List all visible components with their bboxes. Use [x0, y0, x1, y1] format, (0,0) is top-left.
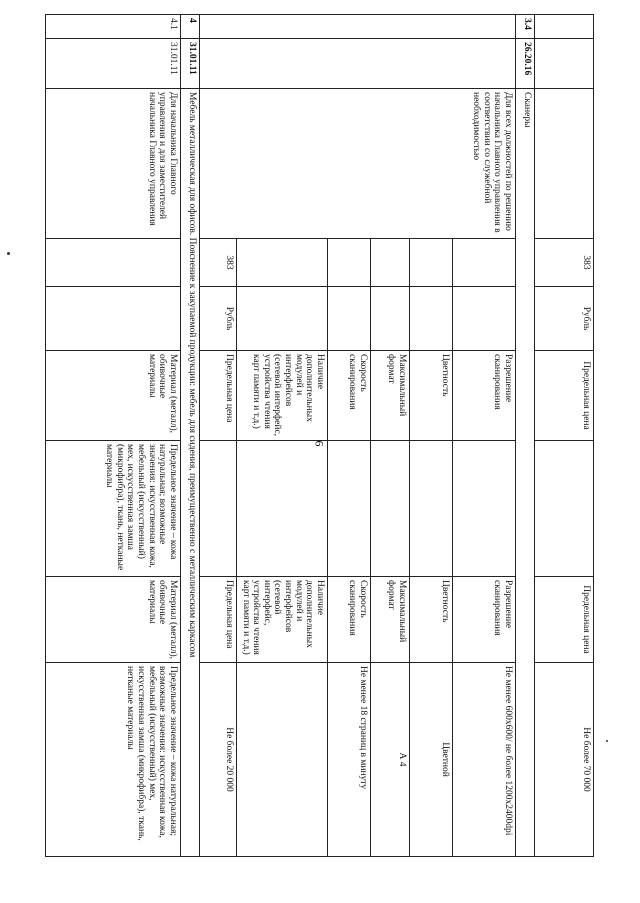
cell-unit: Рубль	[535, 287, 594, 351]
cell	[200, 39, 516, 89]
cell	[453, 239, 516, 287]
cell	[453, 287, 516, 351]
char-cell: Материал (металл), обивочные материалы	[46, 351, 181, 441]
row-code: 31.01.11	[181, 39, 200, 89]
char2-cell: Максимальный формат	[371, 577, 410, 663]
cell	[371, 441, 410, 577]
value2-cell: Предельное значение – кожа натуральная; возможные значения: искусственная кожа, мебельный (искусственный) мех, искусственная замша (микрофибра), ткань, нетканые материалы	[46, 663, 181, 857]
char2-cell: Разрешение сканирования	[453, 577, 516, 663]
char-cell: Разрешение сканирования	[453, 351, 516, 441]
char-cell: Цветность	[410, 351, 453, 441]
cell	[535, 89, 594, 239]
cell-code: 383	[535, 239, 594, 287]
section-title: Сканеры	[516, 89, 535, 857]
cell	[237, 441, 328, 577]
cell	[410, 239, 453, 287]
cell	[237, 287, 328, 351]
cell	[371, 287, 410, 351]
value-cell: Не менее 18 страниц в минуту	[328, 663, 371, 857]
char-cell: Максимальный формат	[371, 351, 410, 441]
cell	[46, 287, 181, 351]
char-cell: Наличие дополнительных модулей и интерфейсов (сетевой интерфейс, устройства чтения карт памяти и т.д.)	[237, 351, 328, 441]
row-number: 4.1	[46, 15, 181, 39]
cell	[453, 441, 516, 577]
char2-cell: Цветность	[410, 577, 453, 663]
section-row	[516, 15, 535, 857]
requirements-table	[45, 14, 594, 857]
value-cell	[237, 663, 328, 857]
char2-cell: Скорость сканирования	[328, 577, 371, 663]
cell	[535, 15, 594, 39]
cell	[200, 15, 516, 39]
char-cell: Предельная цена	[200, 351, 237, 441]
cell	[46, 239, 181, 287]
cell	[410, 287, 453, 351]
cell	[328, 441, 371, 577]
cell-value: Не более 70 000	[535, 663, 594, 857]
spec-row	[453, 15, 516, 857]
scan-speck	[606, 740, 608, 742]
char-cell: Скорость сканирования	[328, 351, 371, 441]
section-title: Мебель металлическая для офисов. Пояснение к закупаемой продукции: мебель для сидения, преимущественно с металлическим каркасом	[181, 89, 200, 857]
char2-cell: Материал (металл), обивочные материалы	[46, 577, 181, 663]
row-code: 31.01.11	[46, 39, 181, 89]
code-cell: 383	[200, 239, 237, 287]
char2-cell: Наличие дополнительных модулей и интерфейсов (сетевой интерфейс, устройства чтения карт памяти и т.д.)	[237, 577, 328, 663]
value-cell: Не менее 600х600/ не более 1200х2400dpi	[453, 663, 516, 857]
cell-char: Предельная цена	[535, 351, 594, 441]
value-cell: А 4	[371, 663, 410, 857]
cell	[200, 441, 237, 577]
cell	[237, 239, 328, 287]
cell	[328, 287, 371, 351]
row-code: 26.20.16	[516, 39, 535, 89]
item-row	[46, 15, 181, 857]
cell	[535, 441, 594, 577]
cell	[371, 239, 410, 287]
value-cell: Цветной	[410, 663, 453, 857]
cell	[535, 39, 594, 89]
row-number: 4	[181, 15, 200, 39]
rotated-table-sheet	[62, 14, 594, 856]
section-row	[181, 15, 200, 857]
char2-cell: Предельная цена	[200, 577, 237, 663]
value-cell: Не более 20 000	[200, 663, 237, 857]
cell-char2: Предельная цена	[535, 577, 594, 663]
cell	[328, 239, 371, 287]
position-cell: Для начальника Главного управления и для заместителей начальника Главного управления	[46, 89, 181, 239]
unit-cell: Рубль	[200, 287, 237, 351]
row-number: 3.4	[516, 15, 535, 39]
value-cell: Предельное значение – кожа натуральная; возможные значения: искусственная кожа, мебельный (искусственный) мех, искусственная замша (микрофибра), ткань, нетканые материалы	[46, 441, 181, 577]
cell	[410, 441, 453, 577]
page-number: 6	[312, 440, 327, 447]
position-cell: Для всех должностей по решению начальника Главного управления в соответствии со служебной необходимостью	[200, 89, 516, 239]
scan-speck	[7, 252, 10, 255]
header-continuation-row	[535, 15, 594, 857]
